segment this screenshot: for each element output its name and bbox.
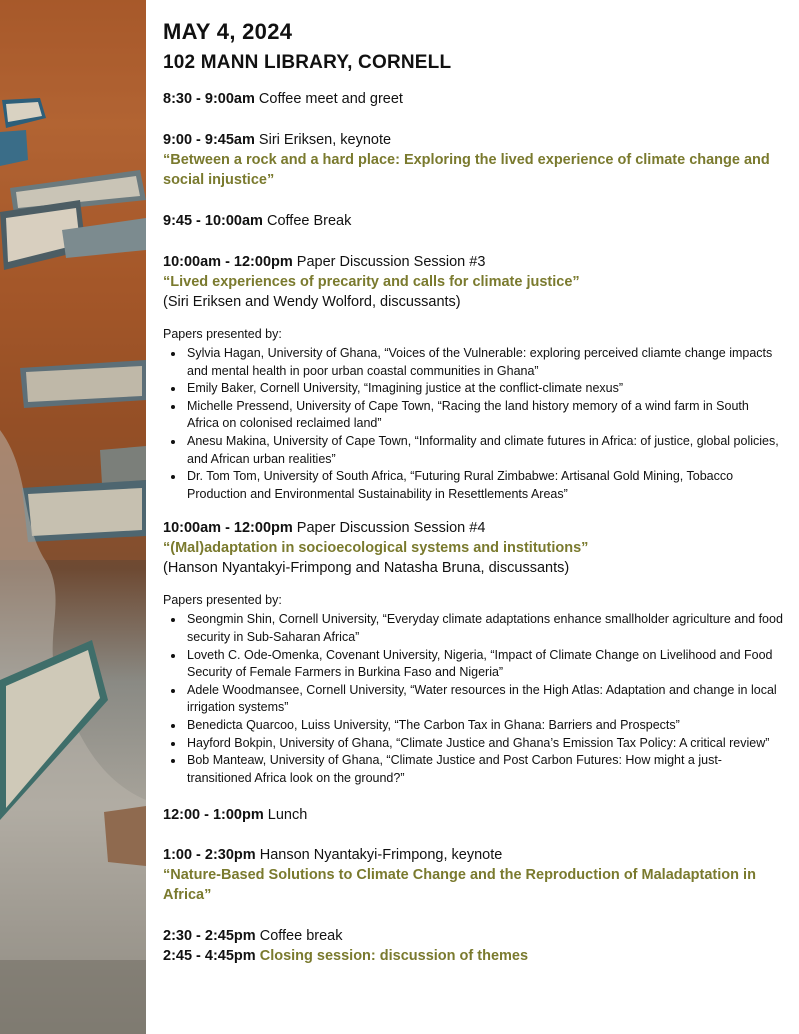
- session-title: “(Mal)adaptation in socioecological systems and institutions”: [163, 540, 589, 557]
- schedule-desc: Paper Discussion Session #4: [296, 520, 486, 537]
- schedule-item: [163, 518, 783, 538]
- boat-icon: [104, 806, 146, 866]
- session-discussants: (Siri Eriksen and Wendy Wolford, discussants): [163, 294, 461, 310]
- schedule-desc: Hanson Nyantakyi-Frimpong, keynote: [259, 847, 503, 864]
- schedule-item: [163, 946, 783, 966]
- schedule-item: [163, 845, 783, 865]
- keynote-title: “Nature-Based Solutions to Climate Change and the Reproduction of Maladaptation in Africa”: [163, 867, 756, 904]
- list-item: • Hayford Bokpin, University of Ghana, “Climate Justice and Ghana’s Emission Tax Policy: A critical review”: [185, 735, 783, 753]
- schedule-desc: Lunch: [267, 807, 308, 824]
- schedule-desc: Coffee break: [259, 928, 343, 945]
- event-date: MAY 4, 2024: [163, 19, 293, 44]
- list-item: • Anesu Makina, University of Cape Town, “Informality and climate futures in Africa: of justice, global policies, and African urban realities”: [185, 433, 783, 468]
- schedule-time: 2:45 - 4:45pm: [163, 948, 256, 965]
- boat-icon: [100, 446, 146, 484]
- schedule-time: 10:00am - 12:00pm: [163, 254, 293, 270]
- schedule-item: [163, 252, 783, 272]
- schedule-item: [163, 89, 783, 109]
- schedule-time: 1:00 - 2:30pm: [163, 847, 256, 864]
- event-venue: 102 MANN LIBRARY, CORNELL: [163, 52, 452, 73]
- boats-on-shore-image: [0, 0, 146, 1034]
- boat-icon: [22, 480, 146, 542]
- schedule-content: [163, 18, 783, 966]
- list-item: • Bob Manteaw, University of Ghana, “Climate Justice and Post Carbon Futures: How might a just-transitioned Africa look on the ground?”: [185, 752, 783, 787]
- schedule-time: 12:00 - 1:00pm: [163, 807, 264, 824]
- decorative-photo-strip: [0, 0, 146, 1034]
- schedule-item: [163, 130, 783, 150]
- papers-list: [163, 611, 783, 787]
- list-item: • Seongmin Shin, Cornell University, “Everyday climate adaptations enhance smallholder agriculture and food security in Sub-Saharan Africa”: [185, 611, 783, 646]
- closing-session-desc: Closing session: discussion of themes: [259, 948, 529, 965]
- schedule-desc: Coffee meet and greet: [258, 91, 403, 107]
- schedule-time: 8:30 - 9:00am: [163, 91, 255, 107]
- papers-list: [163, 345, 783, 503]
- schedule-time: 9:00 - 9:45am: [163, 132, 255, 148]
- schedule-desc: Paper Discussion Session #3: [296, 254, 486, 270]
- list-item: • Benedicta Quarcoo, Luiss University, “The Carbon Tax in Ghana: Barriers and Prospects”: [185, 717, 783, 735]
- keynote-title: “Between a rock and a hard place: Exploring the lived experience of climate change and social injustice”: [163, 152, 770, 188]
- schedule-item: [163, 805, 783, 825]
- session-title: “Lived experiences of precarity and calls for climate justice”: [163, 274, 580, 290]
- schedule-desc: Coffee Break: [266, 213, 352, 229]
- schedule-item: [163, 211, 783, 231]
- papers-label: Papers presented by:: [163, 327, 282, 341]
- schedule-desc: Siri Eriksen, keynote: [258, 132, 392, 148]
- list-item: • Sylvia Hagan, University of Ghana, “Voices of the Vulnerable: exploring perceived cliamte change impacts and mental health in poor urban coastal communities in Ghana”: [185, 345, 783, 380]
- boat-icon: [0, 130, 28, 166]
- list-item: • Dr. Tom Tom, University of South Africa, “Futuring Rural Zimbabwe: Artisanal Gold Mining, Tobacco Production and Environmental Sustainability in Resettlements Areas”: [185, 468, 783, 503]
- boat-icon: [20, 360, 146, 408]
- list-item: • Adele Woodmansee, Cornell University, “Water resources in the High Atlas: Adaptation and change in local irrigation systems”: [185, 682, 783, 717]
- session-discussants: (Hanson Nyantakyi-Frimpong and Natasha Bruna, discussants): [163, 560, 570, 577]
- schedule-time: 2:30 - 2:45pm: [163, 928, 256, 945]
- list-item: • Michelle Pressend, University of Cape Town, “Racing the land history memory of a wind farm in South Africa on colonised reclaimed land”: [185, 398, 783, 433]
- list-item: • Emily Baker, Cornell University, “Imagining justice at the conflict-climate nexus”: [185, 380, 783, 398]
- papers-label: Papers presented by:: [163, 593, 282, 608]
- list-item: • Loveth C. Ode-Omenka, Covenant University, Nigeria, “Impact of Climate Change on Livelihood and Food Security of Female Farmers in Burkina Faso and Nigeria”: [185, 647, 783, 682]
- schedule-time: 9:45 - 10:00am: [163, 213, 263, 229]
- schedule-time: 10:00am - 12:00pm: [163, 520, 293, 537]
- schedule-item: [163, 926, 783, 946]
